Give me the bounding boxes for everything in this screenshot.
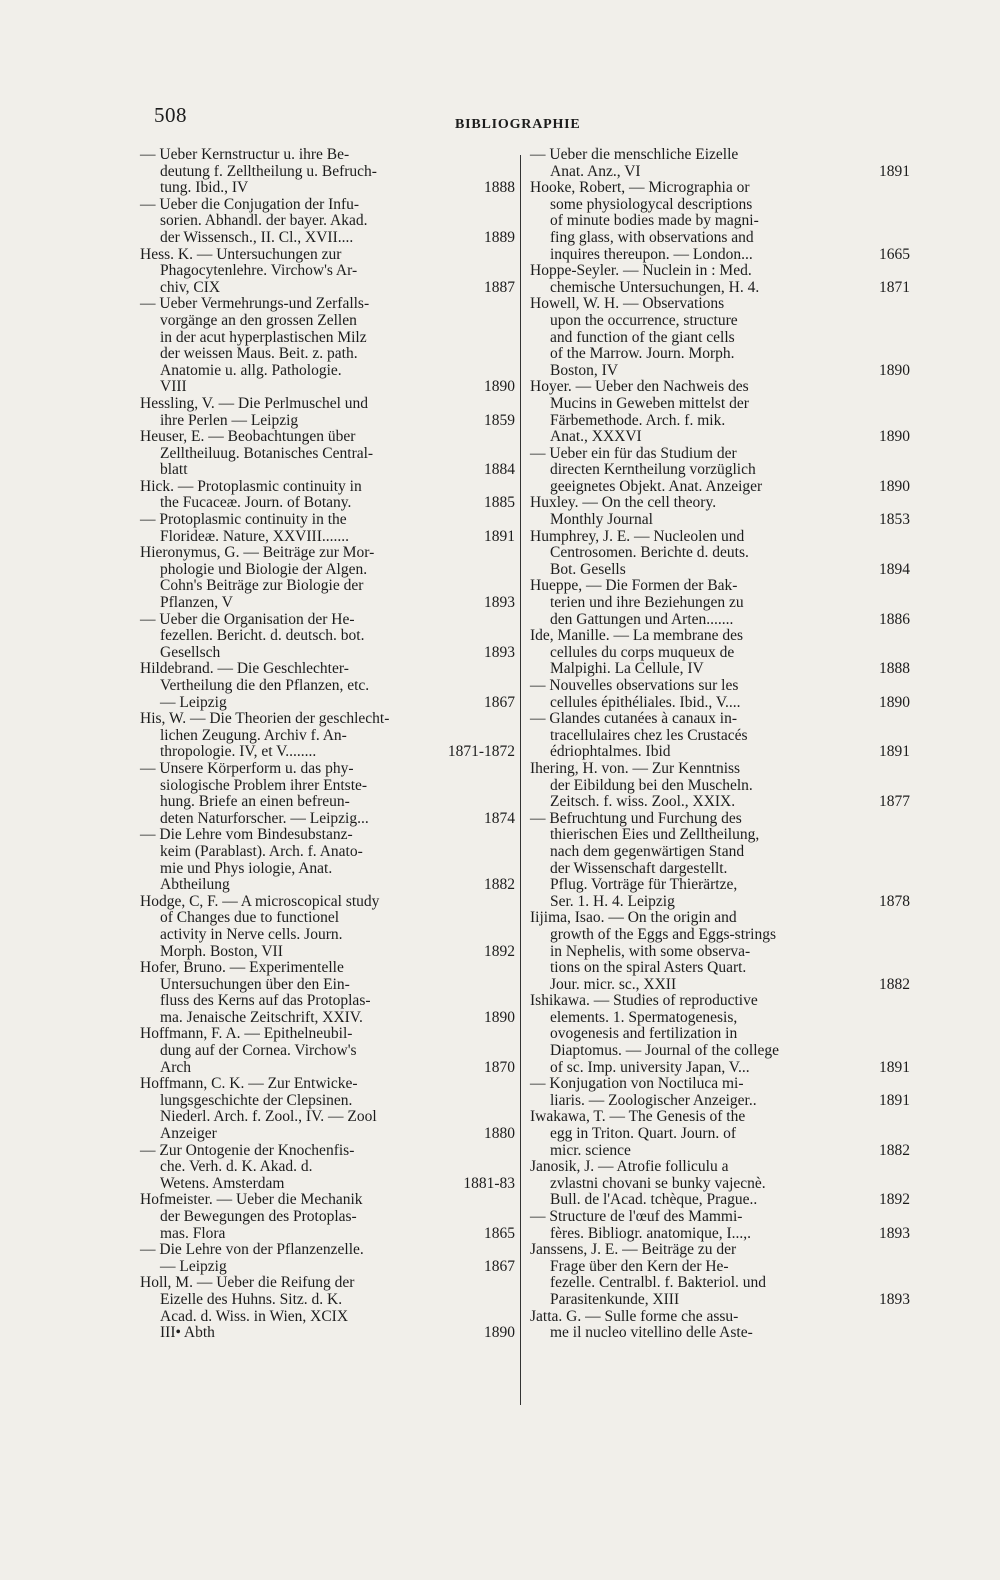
entry-line: — Unsere Körperform u. das phy- xyxy=(140,759,354,777)
entry-line: some physiologycal descriptions xyxy=(550,195,753,213)
entry-line: Diaptomus. — Journal of the college xyxy=(550,1042,780,1060)
entry-line: der Wissenschaft dargestellt. xyxy=(550,859,728,877)
bibliography-entry xyxy=(530,1159,910,1209)
bibliography-entry xyxy=(140,827,515,893)
entry-line: — Ueber Kernstructur u. ihre Be- xyxy=(140,146,350,163)
bibliography-entry xyxy=(530,1076,910,1109)
entry-year: 1890 xyxy=(879,477,910,495)
entry-line: deten Naturforscher. — Leipzig... xyxy=(160,809,369,827)
entry-line: of minute bodies made by magni- xyxy=(550,212,759,230)
entry-line: of the Marrow. Journ. Morph. xyxy=(550,345,735,363)
entry-line: of sc. Imp. university Japan, V... xyxy=(550,1058,750,1076)
entry-line: lungsgeschichte der Clepsinen. xyxy=(160,1091,353,1109)
entry-line: der Eibildung bei den Muscheln. xyxy=(550,776,753,794)
bibliography-entry xyxy=(140,1192,515,1242)
entry-line: blatt xyxy=(160,461,188,479)
entry-year: 1882 xyxy=(879,975,910,993)
entry-line: édriophtalmes. Ibid xyxy=(550,743,671,761)
entry-line: Mucins in Geweben mittelst der xyxy=(550,394,749,412)
bibliography-entry xyxy=(530,761,910,811)
entry-line: inquires thereupon. — London... xyxy=(550,245,753,263)
entry-line: vorgänge an den grossen Zellen xyxy=(160,311,357,329)
entry-line: Ser. 1. H. 4. Leipzig xyxy=(550,892,675,910)
entry-line: Monthly Journal xyxy=(550,511,653,529)
entry-line: — Ueber ein für das Studium der xyxy=(530,444,737,462)
entry-line: fing glass, with observations and xyxy=(550,228,754,246)
entry-line: Untersuchungen über den Ein- xyxy=(160,975,350,993)
entry-line: geeignetes Objekt. Anat. Anzeiger xyxy=(550,477,763,495)
entry-line: Hess. K. — Untersuchungen zur xyxy=(140,245,342,263)
entry-year: 1865 xyxy=(484,1224,515,1242)
entry-year: 1882 xyxy=(879,1141,910,1159)
entry-line: zvlastni chovani se bunky vajecnè. xyxy=(550,1174,766,1192)
entry-line: micr. science xyxy=(550,1141,631,1159)
entry-line: Acad. d. Wiss. in Wien, XCIX xyxy=(160,1307,349,1325)
entry-line: Hildebrand. — Die Geschlechter- xyxy=(140,660,349,678)
bibliography-entry xyxy=(140,711,515,761)
entry-line: deutung f. Zelltheilung u. Befruch- xyxy=(160,162,377,180)
entry-line: Abtheilung xyxy=(160,876,230,894)
entry-line: Heuser, E. — Beobachtungen über xyxy=(140,428,356,446)
bibliography-entry xyxy=(140,960,515,1026)
entry-line: chiv, CIX xyxy=(160,278,221,296)
entry-line: Jour. micr. sc., XXII xyxy=(550,975,677,993)
entry-year: 1859 xyxy=(484,411,515,429)
bibliography-entry xyxy=(530,147,910,180)
bibliography-entry xyxy=(140,661,515,711)
entry-line: fères. Bibliogr. anatomique, I...,. xyxy=(550,1224,752,1242)
entry-year: 1886 xyxy=(879,610,910,628)
entry-line: fezellen. Bericht. d. deutsch. bot. xyxy=(160,627,365,645)
entry-line: and function of the giant cells xyxy=(550,328,735,346)
entry-year: 1884 xyxy=(484,461,515,479)
entry-line: Janosik, J. — Atrofie folliculu a xyxy=(530,1158,729,1176)
entry-line: thropologie. IV, et V........ xyxy=(160,743,317,761)
entry-year: 1891 xyxy=(484,527,515,545)
entry-line: tung. Ibid., IV xyxy=(160,179,249,197)
bibliography-entry xyxy=(140,296,515,396)
bibliography-entry xyxy=(140,147,515,197)
entry-year: 1874 xyxy=(484,809,515,827)
entry-line: terien und ihre Beziehungen zu xyxy=(550,594,744,612)
bibliography-entry xyxy=(530,910,910,993)
bibliography-entry xyxy=(530,1209,910,1242)
entry-line: growth of the Eggs and Eggs-strings xyxy=(550,925,777,943)
entry-line: Cohn's Beiträge zur Biologie der xyxy=(160,577,364,595)
entry-line: Centrosomen. Berichte d. deuts. xyxy=(550,544,749,562)
entry-line: — Die Lehre vom Bindesubstanz- xyxy=(140,826,353,844)
entry-line: activity in Nerve cells. Journ. xyxy=(160,925,343,943)
entry-line: thierischen Eies und Zelltheilung, xyxy=(550,826,760,844)
bibliography-entry xyxy=(530,529,910,579)
entry-line: che. Verh. d. K. Akad. d. xyxy=(160,1158,313,1176)
entry-line: dung auf der Cornea. Virchow's xyxy=(160,1042,357,1060)
entry-line: Janssens, J. E. — Beiträge zu der xyxy=(530,1241,737,1259)
entry-line: III• Abth xyxy=(160,1324,215,1342)
entry-line: Zelltheiluug. Botanisches Central- xyxy=(160,444,374,462)
bibliography-entry xyxy=(140,512,515,545)
entry-line: cellules du corps muqueux de xyxy=(550,643,735,661)
bibliography-entry xyxy=(140,1143,515,1193)
bibliography-entry xyxy=(140,545,515,611)
entry-line: the Fucaceæ. Journ. of Botany. xyxy=(160,494,352,512)
entry-line: — Konjugation von Noctiluca mi- xyxy=(530,1075,744,1093)
entry-line: sorien. Abhandl. der bayer. Akad. xyxy=(160,212,368,230)
entry-line: Boston, IV xyxy=(550,361,619,379)
entry-line: Anat., XXXVI xyxy=(550,428,642,446)
entry-line: Bot. Gesells xyxy=(550,560,626,578)
entry-line: elements. 1. Spermatogenesis, xyxy=(550,1008,738,1026)
entry-line: der Wissensch., II. Cl., XVII.... xyxy=(160,228,354,246)
entry-line: phologie und Biologie der Algen. xyxy=(160,560,368,578)
entry-line: mas. Flora xyxy=(160,1224,226,1242)
entry-line: Pflanzen, V xyxy=(160,594,233,612)
entry-year: 1665 xyxy=(879,245,910,263)
entry-line: egg in Triton. Quart. Journ. of xyxy=(550,1125,736,1143)
entry-year: 1882 xyxy=(484,876,515,894)
entry-line: — Leipzig xyxy=(160,693,227,711)
entry-line: chemische Untersuchungen, H. 4. xyxy=(550,278,760,296)
entry-year: 1878 xyxy=(879,892,910,910)
left-column xyxy=(140,147,515,1342)
entry-line: Iwakawa, T. — The Genesis of the xyxy=(530,1108,746,1126)
entry-line: Huxley. — On the cell theory. xyxy=(530,494,717,512)
entry-line: cellules épithéliales. Ibid., V.... xyxy=(550,693,741,711)
entry-line: Eizelle des Huhns. Sitz. d. K. xyxy=(160,1290,343,1308)
entry-line: Iijima, Isao. — On the origin and xyxy=(530,909,737,927)
bibliography-entry xyxy=(530,811,910,911)
entry-line: tions on the spiral Asters Quart. xyxy=(550,959,747,977)
entry-line: hung. Briefe an einen befreun- xyxy=(160,793,350,811)
entry-line: — Structure de l'œuf des Mammi- xyxy=(530,1208,743,1225)
entry-line: Gesellsch xyxy=(160,643,221,661)
entry-year: 1888 xyxy=(484,179,515,197)
entry-line: Wetens. Amsterdam xyxy=(160,1174,285,1192)
bibliography-entry xyxy=(530,1109,910,1159)
bibliography-entry xyxy=(530,446,910,496)
entry-line: Hoyer. — Ueber den Nachweis des xyxy=(530,378,749,396)
entry-year: 1890 xyxy=(879,361,910,379)
entry-line: der Bewegungen des Protoplas- xyxy=(160,1208,357,1225)
entry-line: nach dem gegenwärtigen Stand xyxy=(550,842,745,860)
entry-year: 1870 xyxy=(484,1058,515,1076)
entry-year: 1891 xyxy=(879,743,910,761)
entry-year: 1893 xyxy=(484,594,515,612)
entry-year: 1877 xyxy=(879,793,910,811)
entry-year: 1893 xyxy=(879,1290,910,1308)
entry-line: Hoffmann, C. K. — Zur Entwicke- xyxy=(140,1075,358,1093)
entry-year: 1891 xyxy=(879,162,910,180)
bibliography-entry xyxy=(140,197,515,247)
bibliography-entry xyxy=(530,180,910,263)
entry-line: of Changes due to functionel xyxy=(160,909,340,927)
entry-line: VIII xyxy=(160,378,187,396)
entry-year: 1890 xyxy=(484,1008,515,1026)
entry-line: Pflug. Vorträge für Thierärtze, xyxy=(550,876,738,894)
entry-line: Morph. Boston, VII xyxy=(160,942,283,960)
entry-line: Ihering, H. von. — Zur Kenntniss xyxy=(530,759,741,777)
entry-line: directen Kerntheilung vorzüglich xyxy=(550,461,756,479)
entry-line: Ishikawa. — Studies of reproductive xyxy=(530,992,758,1010)
entry-line: — Zur Ontogenie der Knochenfis- xyxy=(140,1141,355,1159)
entry-line: ma. Jenaische Zeitschrift, XXIV. xyxy=(160,1008,363,1026)
entry-line: fezelle. Centralbl. f. Bakteriol. und xyxy=(550,1274,767,1292)
entry-line: — Befruchtung und Furchung des xyxy=(530,809,742,827)
entry-line: Hofmeister. — Ueber die Mechanik xyxy=(140,1191,363,1209)
entry-year: 1890 xyxy=(879,693,910,711)
bibliography-entry xyxy=(140,761,515,827)
bibliography-entry xyxy=(530,678,910,711)
right-column xyxy=(530,147,910,1342)
entry-year: 1890 xyxy=(879,428,910,446)
entry-year: 1893 xyxy=(484,643,515,661)
entry-line: ihre Perlen — Leipzig xyxy=(160,411,299,429)
entry-line: liaris. — Zoologischer Anzeiger.. xyxy=(550,1091,757,1109)
bibliography-entry xyxy=(530,711,910,761)
entry-line: Anzeiger xyxy=(160,1125,217,1143)
entry-year: 1881-83 xyxy=(463,1174,515,1192)
entry-year: 1890 xyxy=(484,1324,515,1342)
entry-line: — Glandes cutanées à canaux in- xyxy=(530,710,738,728)
bibliography-entry xyxy=(140,479,515,512)
entry-line: upon the occurrence, structure xyxy=(550,311,738,329)
entry-line: — Die Lehre von der Pflanzenzelle. xyxy=(140,1241,364,1259)
entry-year: 1885 xyxy=(484,494,515,512)
bibliography-entry xyxy=(530,628,910,678)
entry-line: fluss des Kerns auf das Protoplas- xyxy=(160,992,371,1010)
entry-year: 1892 xyxy=(879,1191,910,1209)
entry-line: Humphrey, J. E. — Nucleolen und xyxy=(530,527,745,545)
entry-line: — Ueber die Organisation der He- xyxy=(140,610,355,628)
entry-line: ovogenesis and fertilization in xyxy=(550,1025,738,1043)
bibliography-entry xyxy=(140,612,515,662)
entry-line: — Ueber die menschliche Eizelle xyxy=(530,146,739,163)
entry-line: Jatta. G. — Sulle forme che assu- xyxy=(530,1307,739,1325)
entry-year: 1890 xyxy=(484,378,515,396)
entry-line: Niederl. Arch. f. Zool., IV. — Zool xyxy=(160,1108,377,1126)
entry-line: Hieronymus, G. — Beiträge zur Mor- xyxy=(140,544,375,562)
entry-year: 1871-1872 xyxy=(447,743,515,761)
bibliography-entry xyxy=(530,993,910,1076)
running-head: BIBLIOGRAPHIE xyxy=(455,117,581,132)
entry-line: Frage über den Kern der He- xyxy=(550,1257,729,1275)
entry-line: Zeitsch. f. wiss. Zool., XXIX. xyxy=(550,793,736,811)
bibliography-entry xyxy=(530,263,910,296)
entry-line: Hoppe-Seyler. — Nuclein in : Med. xyxy=(530,262,752,280)
bibliography-entry xyxy=(140,247,515,297)
bibliography-entry xyxy=(140,1275,515,1341)
entry-line: me il nucleo vitellino delle Aste- xyxy=(550,1324,753,1342)
column-divider xyxy=(520,155,521,1405)
entry-line: Färbemethode. Arch. f. mik. xyxy=(550,411,726,429)
entry-line: Anat. Anz., VI xyxy=(550,162,641,180)
bibliography-entry xyxy=(530,1309,910,1342)
page-number: 508 xyxy=(154,103,187,127)
bibliography-entry xyxy=(530,1242,910,1308)
entry-line: Holl, M. — Ueber die Reifung der xyxy=(140,1274,355,1292)
entry-line: — Leipzig xyxy=(160,1257,227,1275)
entry-line: Hooke, Robert, — Micrographia or xyxy=(530,179,750,197)
entry-year: 1894 xyxy=(879,560,910,578)
entry-line: keim (Parablast). Arch. f. Anato- xyxy=(160,842,363,860)
entry-line: Hueppe, — Die Formen der Bak- xyxy=(530,577,738,595)
bibliography-entry xyxy=(140,429,515,479)
entry-year: 1871 xyxy=(879,278,910,296)
entry-line: den Gattungen und Arten....... xyxy=(550,610,734,628)
entry-year: 1887 xyxy=(484,278,515,296)
entry-line: Malpighi. La Cellule, IV xyxy=(550,660,704,678)
bibliography-entry xyxy=(140,1076,515,1142)
entry-line: der weissen Maus. Beit. z. path. xyxy=(160,345,358,363)
entry-year: 1853 xyxy=(879,511,910,529)
entry-year: 1893 xyxy=(879,1224,910,1242)
entry-line: Phagocytenlehre. Virchow's Ar- xyxy=(160,262,358,280)
entry-year: 1867 xyxy=(484,693,515,711)
entry-line: Bull. de l'Acad. tchèque, Prague.. xyxy=(550,1191,758,1209)
entry-line: — Protoplasmic continuity in the xyxy=(140,511,347,529)
entry-line: lichen Zeugung. Archiv f. An- xyxy=(160,726,347,744)
entry-year: 1889 xyxy=(484,228,515,246)
bibliography-entry xyxy=(530,379,910,445)
entry-line: Howell, W. H. — Observations xyxy=(530,295,725,313)
entry-line: Hoffmann, F. A. — Epithelneubil- xyxy=(140,1025,353,1043)
entry-year: 1892 xyxy=(484,942,515,960)
bibliography-entry xyxy=(140,1242,515,1275)
bibliography-entry xyxy=(140,396,515,429)
entry-line: Hodge, C, F. — A microscopical study xyxy=(140,892,380,910)
bibliography-entry xyxy=(530,296,910,379)
entry-line: mie und Phys iologie, Anat. xyxy=(160,859,333,877)
entry-line: siologische Problem ihrer Entste- xyxy=(160,776,368,794)
bibliography-entry xyxy=(140,894,515,960)
entry-line: Ide, Manille. — La membrane des xyxy=(530,627,744,645)
entry-line: Hessling, V. — Die Perlmuschel und xyxy=(140,394,369,412)
bibliography-entry xyxy=(530,578,910,628)
entry-line: Arch xyxy=(160,1058,191,1076)
entry-line: Parasitenkunde, XIII xyxy=(550,1290,680,1308)
entry-line: Vertheilung die den Pflanzen, etc. xyxy=(160,677,370,694)
entry-line: — Ueber die Conjugation der Infu- xyxy=(140,195,360,213)
entry-line: tracellulaires chez les Crustacés xyxy=(550,726,748,744)
entry-year: 1888 xyxy=(879,660,910,678)
entry-line: — Nouvelles observations sur les xyxy=(530,677,739,694)
bibliography-entry xyxy=(140,1026,515,1076)
entry-line: His, W. — Die Theorien der geschlecht- xyxy=(140,710,390,728)
entry-line: — Ueber Vermehrungs-und Zerfalls- xyxy=(140,295,370,313)
entry-year: 1867 xyxy=(484,1257,515,1275)
entry-year: 1880 xyxy=(484,1125,515,1143)
entry-line: in Nephelis, with some observa- xyxy=(550,942,751,960)
entry-line: Hick. — Protoplasmic continuity in xyxy=(140,477,362,495)
bibliography-entry xyxy=(530,495,910,528)
entry-year: 1891 xyxy=(879,1091,910,1109)
entry-line: Florideæ. Nature, XXVIII....... xyxy=(160,527,349,545)
entry-line: Anatomie u. allg. Pathologie. xyxy=(160,361,342,379)
entry-year: 1891 xyxy=(879,1058,910,1076)
entry-line: Hofer, Bruno. — Experimentelle xyxy=(140,959,344,977)
entry-line: in der acut hyperplastischen Milz xyxy=(160,328,367,346)
